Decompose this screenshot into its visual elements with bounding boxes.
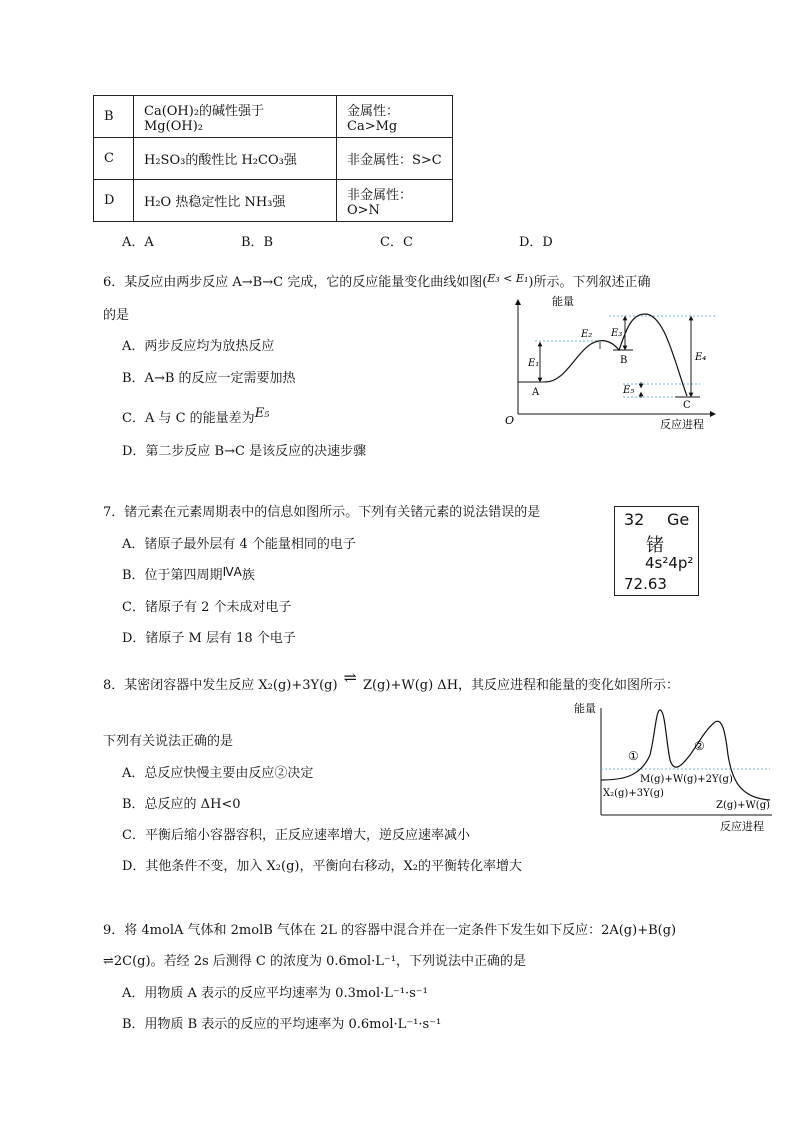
q6-option-a[interactable]: A．两步反应均为放热反应 bbox=[122, 339, 275, 354]
row-statement: Ca(OH)₂的碱性强于 Mg(OH)₂ bbox=[134, 96, 337, 138]
electron-config: 4s²4p² bbox=[645, 554, 694, 572]
label-b: B bbox=[620, 355, 628, 366]
table-row bbox=[94, 138, 453, 180]
q6-option-d[interactable]: D．第二步反应 B→C 是该反应的决速步骤 bbox=[122, 444, 367, 459]
table-row bbox=[94, 96, 453, 138]
energy-curve bbox=[545, 314, 687, 396]
answer-option-b[interactable]: B．B bbox=[241, 235, 274, 250]
q8-option-a[interactable]: A．总反应快慢主要由反应②决定 bbox=[122, 766, 314, 781]
table-row bbox=[94, 180, 453, 222]
q6-stem-line1 bbox=[103, 271, 650, 290]
row-letter: B bbox=[94, 96, 134, 138]
label-e2: E₂ bbox=[581, 329, 593, 340]
intermediate-label: M(g)+W(g)+2Y(g) bbox=[640, 774, 733, 785]
q6-stem-part-a: 6．某反应由两步反应 A→B→C 完成，它的反应能量变化曲线如图( bbox=[103, 275, 488, 290]
q7-option-d[interactable]: D．锗原子 M 层有 18 个电子 bbox=[122, 631, 296, 646]
row-conclusion: 金属性：Ca>Mg bbox=[337, 96, 453, 138]
q7-option-b-text: B．位于第四周期 bbox=[122, 568, 223, 583]
energy-curve bbox=[601, 710, 770, 800]
q7-option-b[interactable] bbox=[122, 564, 255, 583]
x-axis-label: 反应进程 bbox=[720, 820, 764, 833]
q9-line2: ⇌2C(g)。若经 2s 后测得 C 的浓度为 0.6mol·L⁻¹，下列说法中正确的是 bbox=[103, 954, 526, 969]
q8-stem-part-a: 8．某密闭容器中发生反应 X₂(g)+3Y(g) bbox=[103, 678, 338, 693]
peak-1-label: ① bbox=[628, 749, 639, 763]
peak-2-label: ② bbox=[694, 739, 705, 753]
answer-option-a[interactable]: A．A bbox=[122, 235, 154, 250]
q8-lead: 下列有关说法正确的是 bbox=[103, 734, 234, 749]
q6-option-b[interactable]: B．A→B 的反应一定需要加热 bbox=[122, 371, 296, 386]
y-axis-label: 能量 bbox=[574, 702, 596, 715]
q5-options-table bbox=[93, 95, 453, 222]
answer-option-c[interactable]: C．C bbox=[380, 235, 413, 250]
q6-stem-part-b: )所示。下列叙述正确 bbox=[528, 275, 651, 290]
product-label: Z(g)+W(g) bbox=[716, 800, 771, 811]
label-e3-top: E₃ bbox=[611, 328, 623, 339]
atomic-number: 32 bbox=[624, 510, 645, 529]
q9-option-b[interactable]: B．用物质 B 表示的反应的平均速率为 0.6mol·L⁻¹·s⁻¹ bbox=[122, 1017, 442, 1032]
row-statement: H₂SO₃的酸性比 H₂CO₃强 bbox=[134, 138, 337, 180]
q6-option-c[interactable] bbox=[122, 407, 269, 426]
q8-equilibrium-arrow: ⇌ bbox=[343, 668, 357, 687]
row-letter: C bbox=[94, 138, 134, 180]
reactant-label: X₂(g)+3Y(g) bbox=[603, 788, 664, 799]
row-statement: H₂O 热稳定性比 NH₃强 bbox=[134, 180, 337, 222]
q7-stem: 7．锗元素在元素周期表中的信息如图所示。下列有关锗元素的说法错误的是 bbox=[103, 505, 541, 520]
q7-option-a[interactable]: A．锗原子最外层有 4 个能量相同的电子 bbox=[122, 537, 356, 552]
q8-option-c[interactable]: C．平衡后缩小容器容积，正反应速率增大，逆反应速率减小 bbox=[122, 828, 470, 843]
q9-line1: 9．将 4molA 气体和 2molB 气体在 2L 的容器中混合并在一定条件下发生如下反应：2A(g)+B(g) bbox=[103, 923, 677, 938]
q6-option-c-e5: E₅ bbox=[254, 406, 270, 421]
q8-option-d[interactable]: D．其他条件不变，加入 X₂(g)，平衡向右移动，X₂的平衡转化率增大 bbox=[122, 859, 522, 874]
q7-option-c[interactable]: C．锗原子有 2 个未成对电子 bbox=[122, 600, 292, 615]
row-letter: D bbox=[94, 180, 134, 222]
q9-option-a[interactable]: A．用物质 A 表示的反应平均速率为 0.3mol·L⁻¹·s⁻¹ bbox=[122, 986, 428, 1001]
q6-condition: E₃ < E₁ bbox=[487, 272, 529, 285]
element-card-ge bbox=[614, 506, 699, 596]
element-name: 锗 bbox=[646, 535, 664, 556]
q6-energy-diagram bbox=[505, 294, 720, 434]
q8-stem bbox=[103, 668, 680, 693]
row-conclusion: 非金属性：S>C bbox=[337, 138, 453, 180]
answer-option-d[interactable]: D．D bbox=[519, 235, 553, 250]
y-axis-label: 能量 bbox=[552, 295, 574, 308]
q7-option-b-tail: 族 bbox=[241, 568, 255, 583]
row-conclusion: 非金属性：O>N bbox=[337, 180, 453, 222]
element-symbol: Ge bbox=[667, 510, 690, 529]
q8-option-b[interactable]: B．总反应的 ΔH<0 bbox=[122, 797, 241, 812]
label-e1: E₁ bbox=[528, 358, 540, 369]
label-a: A bbox=[532, 387, 540, 398]
origin-label: O bbox=[505, 414, 515, 427]
q8-energy-diagram bbox=[570, 700, 775, 835]
label-e4: E₄ bbox=[695, 352, 707, 363]
x-axis-label: 反应进程 bbox=[660, 418, 704, 431]
q6-option-c-text: C．A 与 C 的能量差为 bbox=[122, 411, 255, 426]
q8-stem-part-b: Z(g)+W(g) ΔH，其反应进程和能量的变化如图所示： bbox=[362, 678, 680, 693]
q7-option-b-group: ⅣA bbox=[222, 565, 242, 579]
label-e5: E₅ bbox=[623, 385, 635, 396]
atomic-mass: 72.63 bbox=[624, 575, 667, 593]
label-c: C bbox=[683, 400, 691, 411]
q6-stem-line2: 的是 bbox=[103, 308, 130, 323]
